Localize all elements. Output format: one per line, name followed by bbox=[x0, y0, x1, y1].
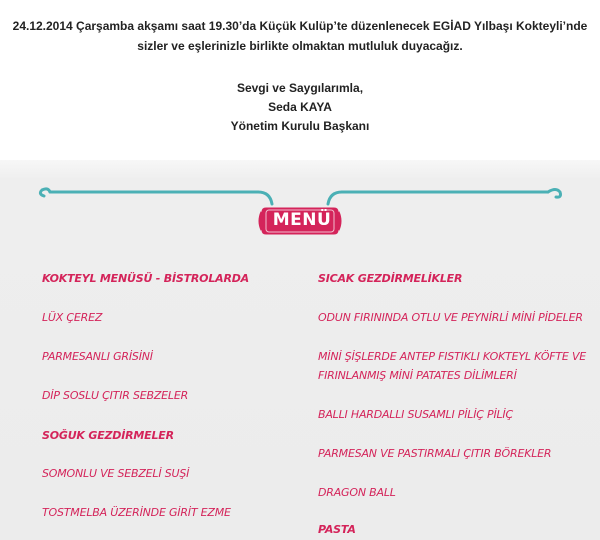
section-title-cocktail: KOKTEYL MENÜSÜ - BİSTROLARDA bbox=[42, 272, 249, 285]
invitation-line-1: 24.12.2014 Çarşamba akşamı saat 19.30’da Küçük Kulüp’te düzenlenecek EGİAD Yılbaşı Kokteyli’nde bbox=[12, 19, 588, 33]
menu-item: TOSTMELBA ÜZERİNDE GİRİT EZME bbox=[42, 506, 231, 519]
menu-item: LÜX ÇEREZ bbox=[42, 311, 103, 324]
invitation-line-2: sizler ve eşlerinizle birlikte olmaktan mutluluk duyacağız. bbox=[137, 39, 463, 53]
menu-item: DİP SOSLU ÇITIR SEBZELER bbox=[42, 389, 189, 402]
closing-line: Sevgi ve Saygılarımla, bbox=[236, 81, 364, 95]
section-title-hot: SICAK GEZDİRMELİKLER bbox=[318, 272, 463, 285]
section-title-cold: SOĞUK GEZDİRMELER bbox=[42, 429, 174, 442]
section-title-pasta: PASTA bbox=[318, 523, 356, 536]
menu-item: MİNİ ŞİŞLERDE ANTEP FISTIKLI KOKTEYL KÖFTE VE bbox=[318, 350, 587, 363]
menu-title: MENÜ bbox=[272, 210, 332, 230]
menu-item: ODUN FIRININDA OTLU VE PEYNİRLİ MİNİ PİDELER bbox=[318, 311, 583, 324]
signer-name: Seda KAYA bbox=[268, 100, 332, 114]
menu-item: SOMONLU VE SEBZELİ SUŞİ bbox=[42, 467, 190, 480]
menu-item: DRAGON BALL bbox=[318, 486, 396, 499]
invitation-text bbox=[0, 0, 600, 170]
menu-item: PARMESAN VE PASTIRMALI ÇITIR BÖREKLER bbox=[318, 447, 552, 460]
menu-item: BALLI HARDALLI SUSAMLI PİLİÇ PİLİÇ bbox=[318, 408, 513, 421]
menu-item: FIRINLANMIŞ MİNİ PATATES DİLİMLERİ bbox=[318, 369, 517, 382]
menu-item: PARMESANLI GRİSİNİ bbox=[42, 350, 153, 363]
signer-title: Yönetim Kurulu Başkanı bbox=[230, 119, 370, 133]
